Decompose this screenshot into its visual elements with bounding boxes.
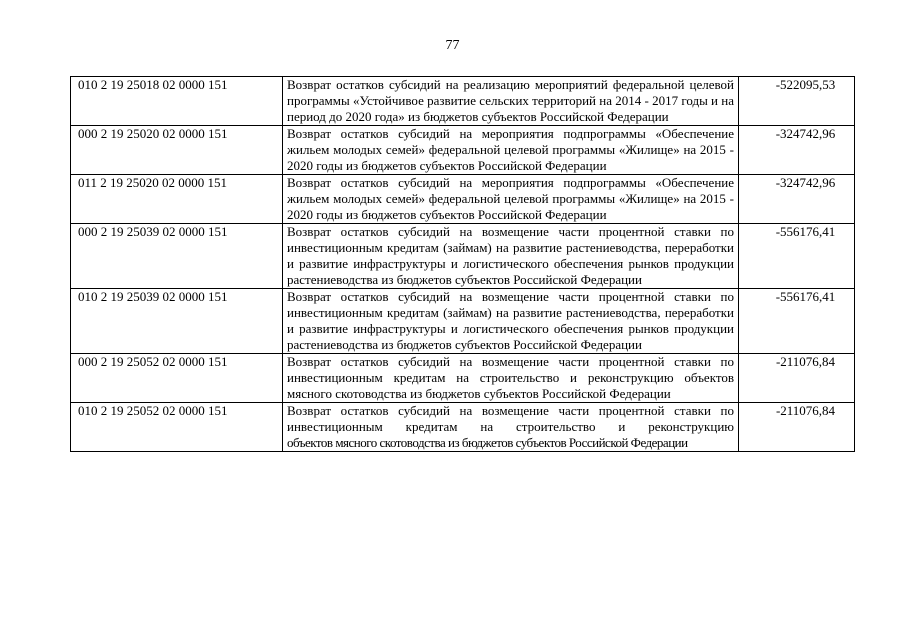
budget-code-cell: 011 2 19 25020 02 0000 151: [71, 175, 283, 224]
amount-cell: -211076,84: [739, 354, 855, 403]
amount-cell: -556176,41: [739, 289, 855, 354]
table-row: [71, 77, 855, 126]
amount-cell: -211076,84: [739, 403, 855, 452]
budget-code-cell: 010 2 19 25052 02 0000 151: [71, 403, 283, 452]
budget-code-cell: 000 2 19 25039 02 0000 151: [71, 224, 283, 289]
description-cell: [283, 403, 739, 452]
description-cell: Возврат остатков субсидий на возмещение части процентной ставки по инвестиционным кредитам (займам) на развитие растениеводства, переработки и развитие инфраструктуры и логистического обеспечения рынков продукции растениеводства из бюджетов субъектов Российской Федерации: [283, 224, 739, 289]
description-lead: Возврат остатков субсидий на возмещение части процентной ставки по инвестиционным кредитам на строительство и реконструкцию: [287, 403, 734, 434]
description-cell: Возврат остатков субсидий на реализацию мероприятий федеральной целевой программы «Устойчивое развитие сельских территорий на 2014 - 2017 годы и на период до 2020 года» из бюджетов субъектов Российской Федерации: [283, 77, 739, 126]
budget-code-cell: 000 2 19 25020 02 0000 151: [71, 126, 283, 175]
description-cell: Возврат остатков субсидий на мероприятия подпрограммы «Обеспечение жильем молодых семей» федеральной целевой программы «Жилище» на 2015 - 2020 годы из бюджетов субъектов Российской Федерации: [283, 175, 739, 224]
amount-cell: -556176,41: [739, 224, 855, 289]
description-cell: Возврат остатков субсидий на возмещение части процентной ставки по инвестиционным кредитам (займам) на развитие растениеводства, переработки и развитие инфраструктуры и логистического обеспечения рынков продукции растениеводства из бюджетов субъектов Российской Федерации: [283, 289, 739, 354]
page-number: 77: [445, 38, 460, 53]
budget-code-cell: 010 2 19 25018 02 0000 151: [71, 77, 283, 126]
table-row: [71, 126, 855, 175]
table-row: [71, 403, 855, 452]
budget-code-cell: 010 2 19 25039 02 0000 151: [71, 289, 283, 354]
amount-cell: -324742,96: [739, 126, 855, 175]
budget-code-cell: 000 2 19 25052 02 0000 151: [71, 354, 283, 403]
description-cell: Возврат остатков субсидий на мероприятия подпрограммы «Обеспечение жильем молодых семей» федеральной целевой программы «Жилище» на 2015 - 2020 годы из бюджетов субъектов Российской Федерации: [283, 126, 739, 175]
table-row: [71, 224, 855, 289]
table-row: [71, 175, 855, 224]
amount-cell: -522095,53: [739, 77, 855, 126]
budget-table: [70, 76, 855, 452]
amount-cell: -324742,96: [739, 175, 855, 224]
table-row: [71, 354, 855, 403]
table-row: [71, 289, 855, 354]
description-tail: объектов мясного скотоводства из бюджетов субъектов Российской Федерации: [287, 435, 688, 450]
description-cell: Возврат остатков субсидий на возмещение части процентной ставки по инвестиционным кредитам на строительство и реконструкцию объектов мясного скотоводства из бюджетов субъектов Российской Федерации: [283, 354, 739, 403]
